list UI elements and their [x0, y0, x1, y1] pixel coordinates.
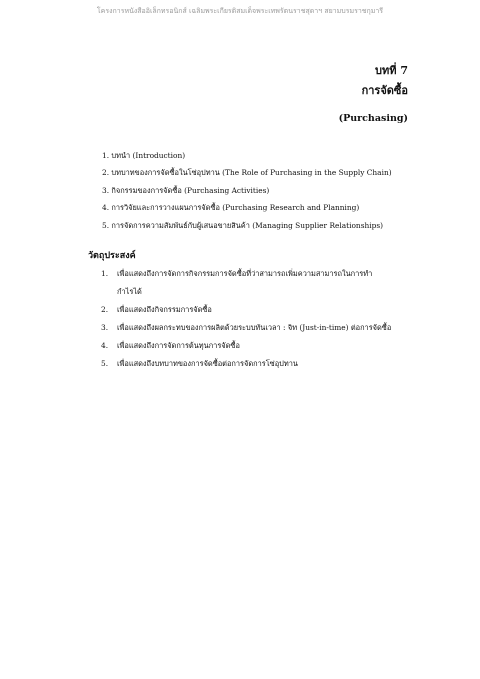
- objective-text: เพื่อแสดงถึงการจัดการต้นทุนการจัดซื้อ: [117, 341, 240, 350]
- objective-number: 5.: [101, 359, 109, 368]
- contents-item: 5. การจัดการความสัมพันธ์กับผู้เสนอขายสินค้า (Managing Supplier Relationships): [102, 220, 384, 230]
- objective-number: 3.: [101, 323, 109, 332]
- objective-number: 2.: [101, 305, 109, 314]
- objective-text: [117, 265, 372, 301]
- chapter-header: [339, 62, 408, 126]
- contents-item: 2. บทบาทของการจัดซื้อในโซ่อุปทาน (The Role of Purchasing in the Supply Chain): [102, 168, 392, 178]
- contents-item: 4. การวิจัยและการวางแผนการจัดซื้อ (Purchasing Research and Planning): [102, 203, 360, 213]
- objective-text: เพื่อแสดงถึงกิจกรรมการจัดซื้อ: [117, 305, 212, 314]
- objective-text-line: เพื่อแสดงถึงการจัดการกิจกรรมการจัดซื้อที่ว่าสามารถเพิ่มความสามารถในการทำ: [117, 269, 373, 278]
- objective-item: [101, 301, 431, 319]
- objective-item: [101, 265, 431, 301]
- objective-text: เพื่อแสดงถึงผลกระทบของการผลิตด้วยระบบทันเวลา : จิท (Just-in-time) ต่อการจัดซื้อ: [117, 323, 392, 332]
- objective-text-line: กำไรได้: [117, 287, 142, 296]
- objectives-heading: วัตถุประสงค์: [88, 251, 136, 261]
- objective-number: 4.: [101, 341, 109, 350]
- contents-item: 1. บทนำ (Introduction): [102, 151, 186, 160]
- objective-item: [101, 355, 431, 373]
- chapter-contents-list: [102, 147, 432, 234]
- chapter-number: บทที่ 7: [375, 64, 408, 77]
- objective-item: [101, 337, 431, 355]
- chapter-title-thai: การจัดซื้อ: [361, 84, 408, 97]
- objective-item: [101, 319, 431, 337]
- objectives-list: [101, 265, 431, 373]
- objective-text: เพื่อแสดงถึงบทบาทของการจัดซื้อต่อการจัดการโซ่อุปทาน: [117, 359, 298, 368]
- header-watermark: โครงการหนังสืออิเล็กทรอนิกส์ เฉลิมพระเกียรติสมเด็จพระเทพรัตนราชสุดาฯ สยามบรมราชกุมารี: [96, 7, 384, 15]
- chapter-title-english: (Purchasing): [338, 113, 408, 124]
- objective-number: 1.: [101, 269, 109, 278]
- contents-item: 3. กิจกรรมของการจัดซื้อ (Purchasing Activities): [102, 185, 270, 195]
